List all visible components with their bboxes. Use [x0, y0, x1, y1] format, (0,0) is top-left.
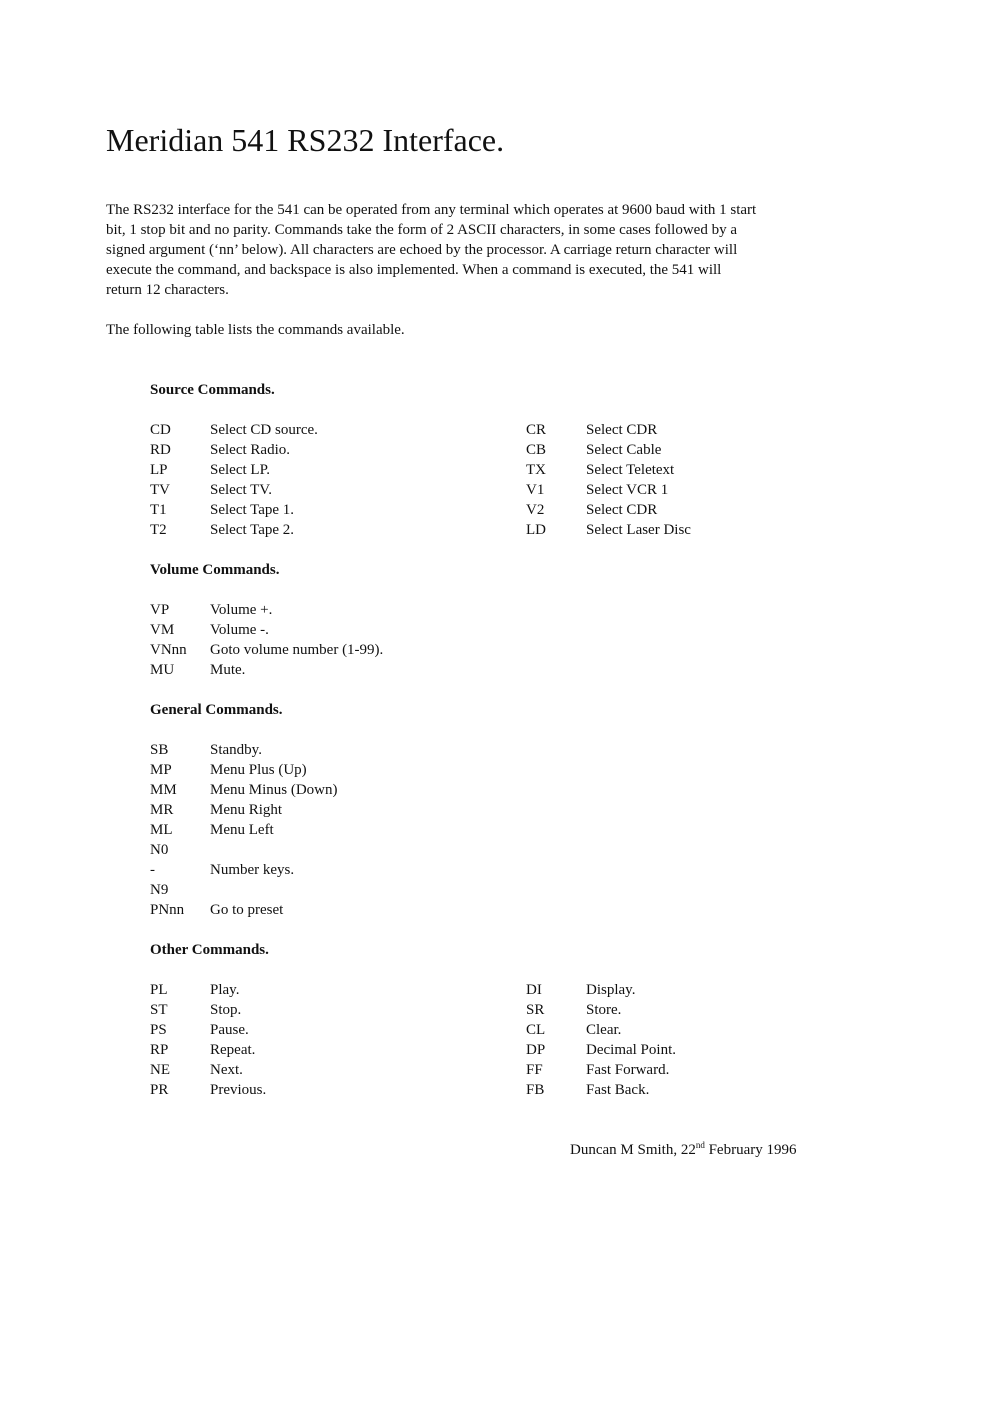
command-code: V2: [526, 502, 545, 518]
other-commands-right: [526, 980, 866, 1100]
command-code: VP: [150, 602, 170, 618]
command-code: PS: [150, 1022, 167, 1038]
command-description: Menu Plus (Up): [210, 762, 307, 778]
command-row: [150, 760, 490, 780]
command-code: SR: [526, 1002, 545, 1018]
command-description: Select Laser Disc: [586, 522, 691, 538]
command-description: Volume -.: [210, 622, 269, 638]
command-code: ML: [150, 822, 173, 838]
command-description: Play.: [210, 982, 240, 998]
command-description: Select Radio.: [210, 442, 290, 458]
command-description: Number keys.: [210, 862, 295, 878]
intro-line: execute the command, and backspace is also implemented. When a command is executed, the 541 will: [106, 262, 722, 278]
command-code: ST: [150, 1002, 168, 1018]
command-description: Menu Left: [210, 822, 274, 838]
command-code: VNnn: [150, 642, 187, 658]
command-description: Select VCR 1: [586, 482, 669, 498]
command-code: FB: [526, 1082, 545, 1098]
command-row: [150, 520, 490, 540]
command-row: [150, 980, 490, 1000]
command-description: Repeat.: [210, 1042, 256, 1058]
command-description: Standby.: [210, 742, 262, 758]
command-description: Fast Forward.: [586, 1062, 670, 1078]
command-code: MP: [150, 762, 172, 778]
volume-commands-heading: Volume Commands.: [150, 562, 280, 578]
other-commands-left: [150, 980, 490, 1100]
command-row: [150, 480, 490, 500]
command-description: Menu Minus (Down): [210, 782, 338, 798]
command-description: Select CDR: [586, 422, 658, 438]
command-row: [526, 1060, 866, 1080]
command-description: Clear.: [586, 1022, 622, 1038]
command-row: [526, 420, 866, 440]
command-code: VM: [150, 622, 175, 638]
command-row: [150, 1060, 490, 1080]
command-row: [150, 880, 490, 900]
command-code: MM: [150, 782, 177, 798]
command-description: Go to preset: [210, 902, 284, 918]
command-row: [150, 620, 490, 640]
command-row: [526, 980, 866, 1000]
command-description: Menu Right: [210, 802, 283, 818]
command-code: SB: [150, 742, 169, 758]
command-description: Stop.: [210, 1002, 242, 1018]
command-code: MR: [150, 802, 174, 818]
command-row: [150, 1080, 490, 1100]
command-code: T1: [150, 502, 167, 518]
command-description: Select CDR: [586, 502, 658, 518]
command-code: NE: [150, 1062, 170, 1078]
command-row: [150, 440, 490, 460]
command-code: PR: [150, 1082, 169, 1098]
command-row: [150, 780, 490, 800]
command-row: [526, 1080, 866, 1100]
command-row: [526, 460, 866, 480]
command-code: CR: [526, 422, 547, 438]
source-commands-heading: Source Commands.: [150, 382, 275, 398]
command-row: [150, 420, 490, 440]
command-code: V1: [526, 482, 545, 498]
general-commands-heading: General Commands.: [150, 702, 283, 718]
command-code: DI: [526, 982, 542, 998]
command-code: CL: [526, 1022, 546, 1038]
lead-paragraph: The following table lists the commands available.: [106, 322, 405, 338]
command-row: [150, 640, 490, 660]
command-row: [150, 820, 490, 840]
command-code: CD: [150, 422, 171, 438]
command-description: Select Teletext: [586, 462, 675, 478]
command-description: Fast Back.: [586, 1082, 650, 1098]
command-description: Store.: [586, 1002, 622, 1018]
other-commands-heading: Other Commands.: [150, 942, 269, 958]
command-row: [526, 500, 866, 520]
command-row: [526, 520, 866, 540]
command-code: N0: [150, 842, 169, 858]
command-description: Mute.: [210, 662, 246, 678]
command-code: TX: [526, 462, 546, 478]
command-description: Select LP.: [210, 462, 270, 478]
command-description: Previous.: [210, 1082, 267, 1098]
command-code: LD: [526, 522, 546, 538]
command-code: LP: [150, 462, 168, 478]
command-code: CB: [526, 442, 547, 458]
intro-line: signed argument (‘nn’ below). All characters are echoed by the processor. A carriage return character will: [106, 242, 738, 258]
intro-line: return 12 characters.: [106, 282, 229, 298]
source-commands-right: [526, 420, 866, 540]
command-description: Select CD source.: [210, 422, 318, 438]
signature: [570, 1140, 797, 1160]
command-code: PL: [150, 982, 168, 998]
command-code: DP: [526, 1042, 546, 1058]
command-row: [150, 900, 490, 920]
signature-date: February 1996: [704, 1142, 797, 1158]
volume-commands-list: [150, 600, 490, 680]
command-description: Select Tape 1.: [210, 502, 295, 518]
command-row: [150, 1040, 490, 1060]
command-code: N9: [150, 882, 169, 898]
command-row: [150, 860, 490, 880]
command-description: Goto volume number (1-99).: [210, 642, 384, 658]
command-row: [526, 1000, 866, 1020]
command-row: [526, 480, 866, 500]
intro-paragraph: [106, 200, 866, 300]
command-code: RD: [150, 442, 171, 458]
command-code: FF: [526, 1062, 543, 1078]
command-description: Volume +.: [210, 602, 273, 618]
command-code: T2: [150, 522, 167, 538]
command-row: [150, 600, 490, 620]
command-description: Select TV.: [210, 482, 272, 498]
signature-ordinal: nd: [695, 1140, 705, 1150]
command-code: RP: [150, 1042, 169, 1058]
signature-prefix: Duncan M Smith, 22: [570, 1142, 696, 1158]
command-row: [526, 440, 866, 460]
command-description: Decimal Point.: [586, 1042, 676, 1058]
command-row: [150, 660, 490, 680]
command-row: [150, 840, 490, 860]
general-commands-list: [150, 740, 490, 920]
command-description: Pause.: [210, 1022, 249, 1038]
command-description: Next.: [210, 1062, 243, 1078]
command-row: [150, 1020, 490, 1040]
command-row: [150, 460, 490, 480]
intro-line: The RS232 interface for the 541 can be operated from any terminal which operates at 9600 baud with 1 start: [106, 202, 757, 218]
command-row: [150, 1000, 490, 1020]
command-row: [526, 1040, 866, 1060]
page-title: Meridian 541 RS232 Interface.: [106, 122, 505, 158]
command-row: [150, 800, 490, 820]
command-row: [150, 740, 490, 760]
command-code: -: [150, 862, 155, 878]
command-code: PNnn: [150, 902, 185, 918]
command-row: [526, 1020, 866, 1040]
command-description: Display.: [586, 982, 636, 998]
intro-line: bit, 1 stop bit and no parity. Commands take the form of 2 ASCII characters, in some cases followed by a: [106, 222, 737, 238]
command-row: [150, 500, 490, 520]
command-code: TV: [150, 482, 170, 498]
command-code: MU: [150, 662, 175, 678]
command-description: Select Tape 2.: [210, 522, 295, 538]
source-commands-left: [150, 420, 490, 540]
command-description: Select Cable: [586, 442, 662, 458]
